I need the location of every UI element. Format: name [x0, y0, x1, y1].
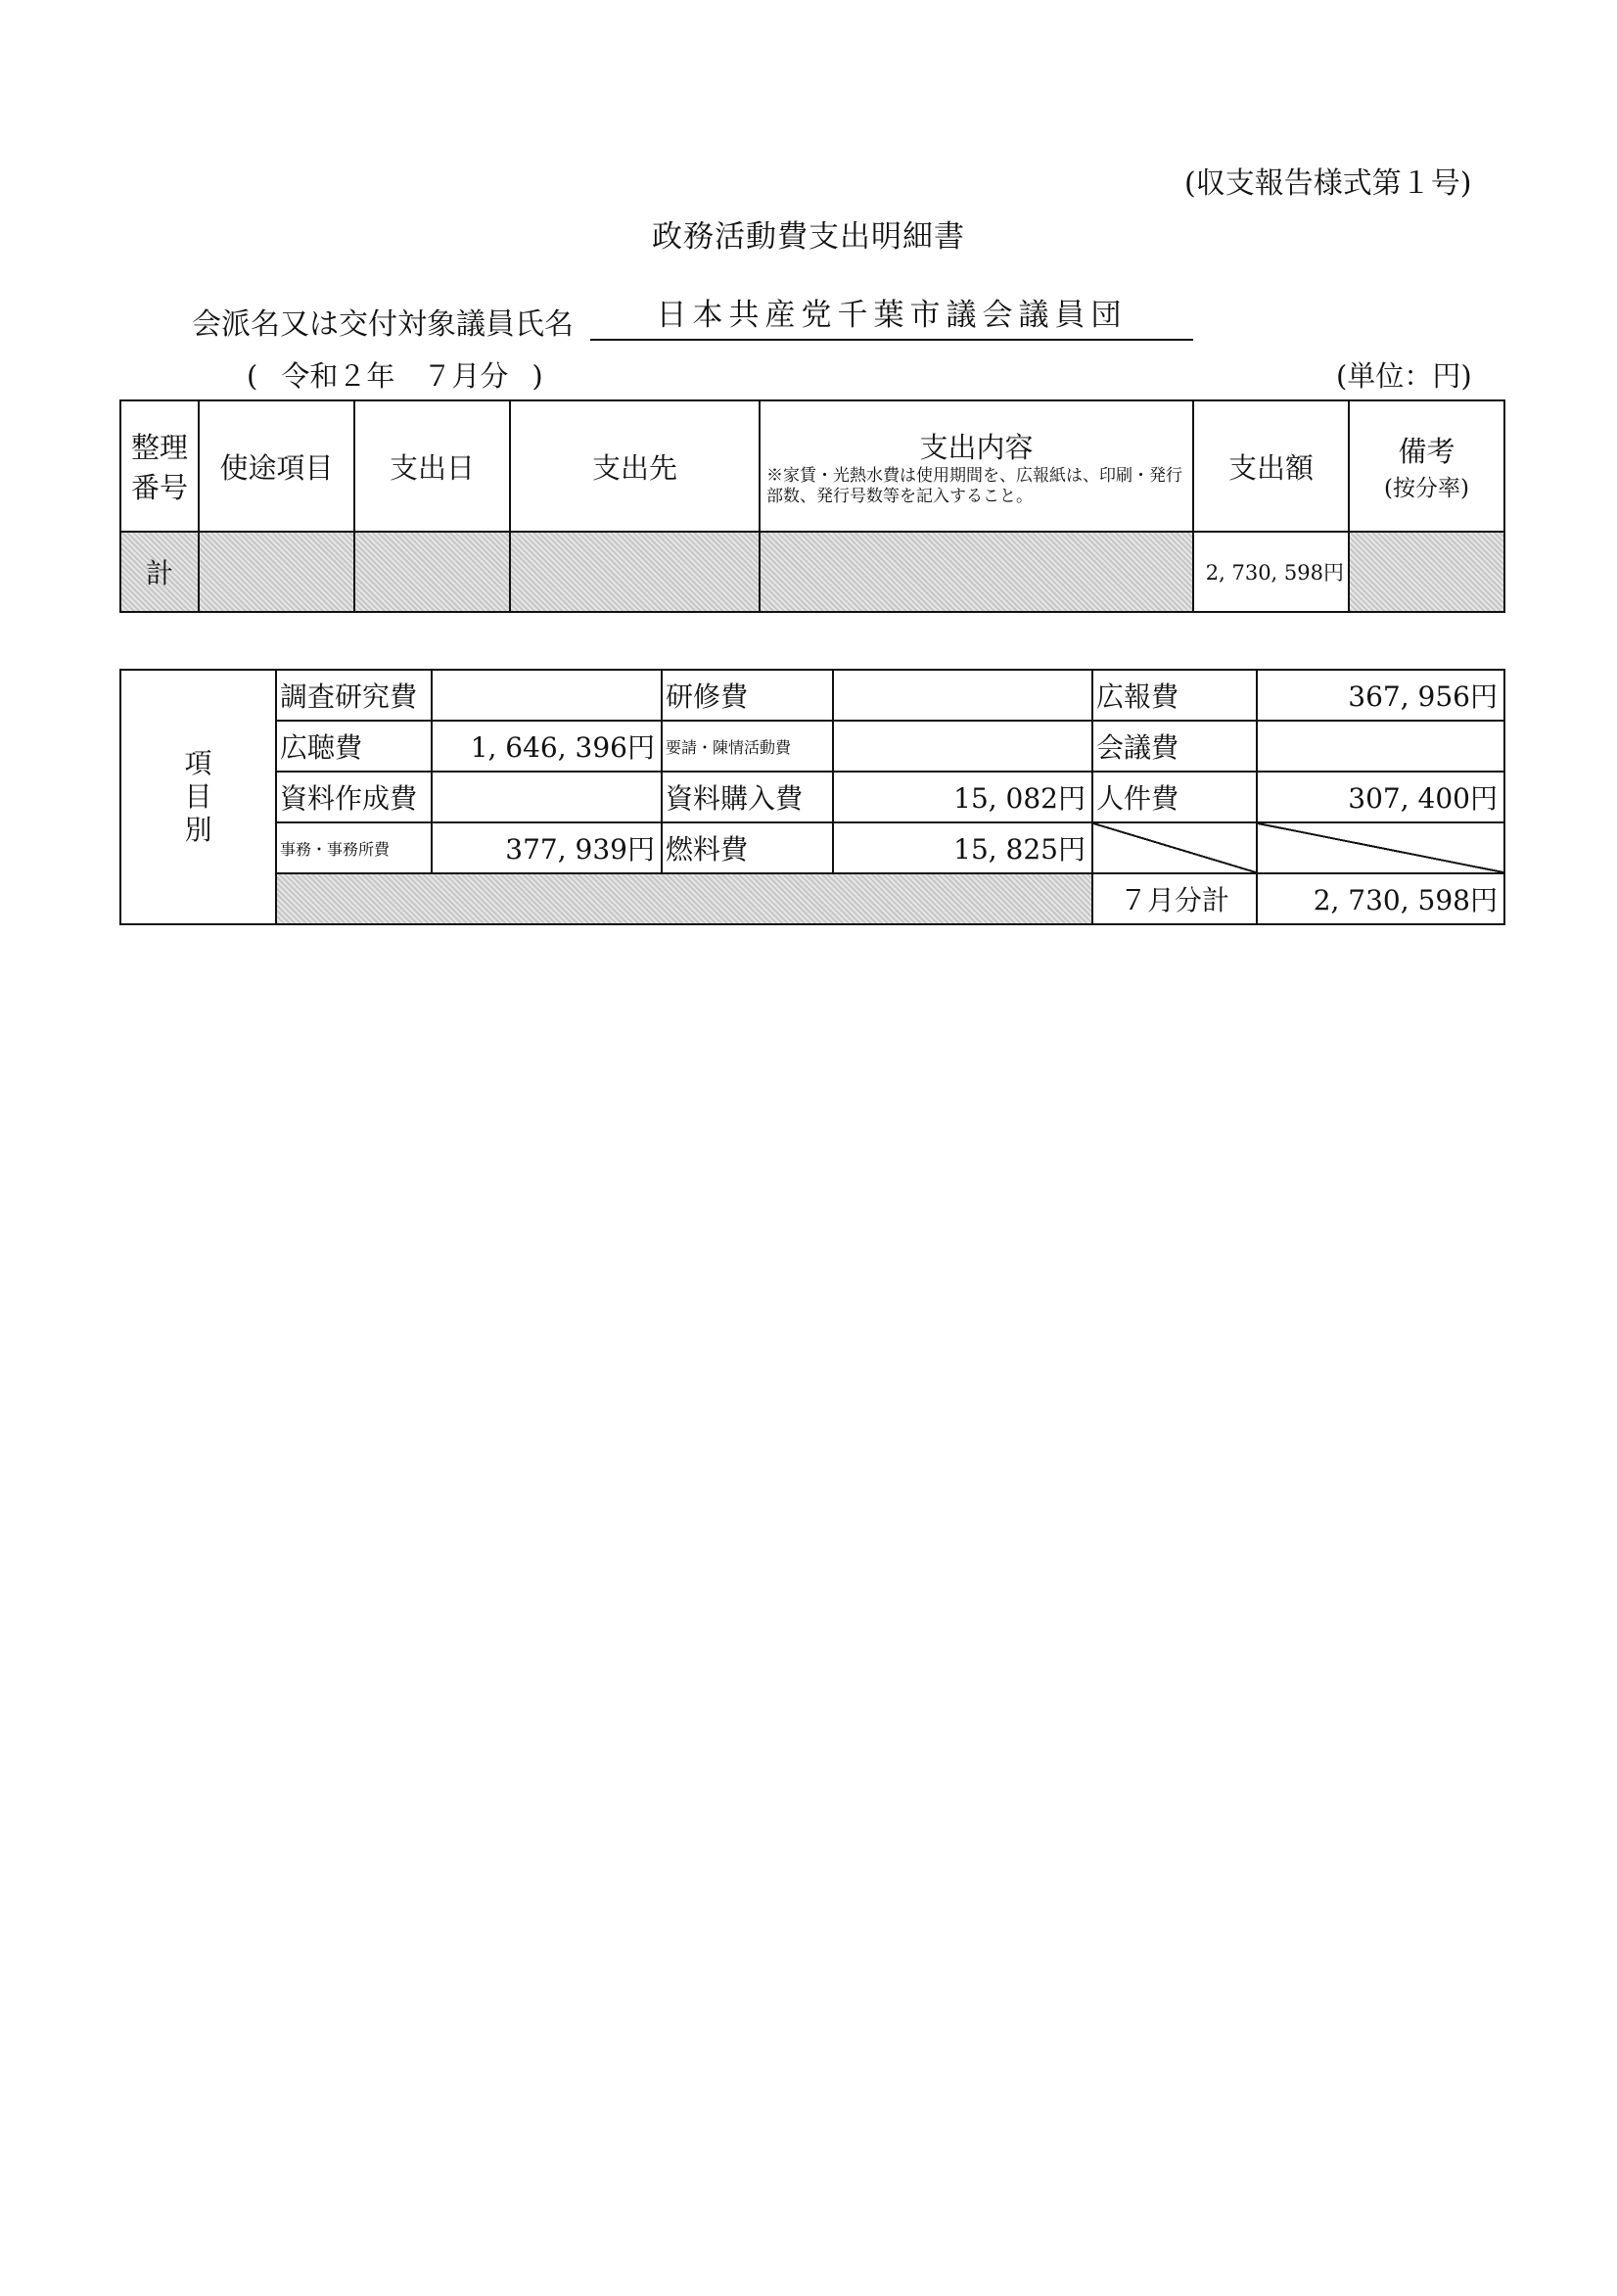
- category-row: [120, 822, 1504, 873]
- period-open-paren: (: [247, 359, 258, 393]
- category-label: 資料購入費: [662, 772, 833, 822]
- period-close-paren: ): [531, 359, 543, 393]
- shaded-cell: [1349, 532, 1504, 612]
- reporting-period: [235, 354, 555, 395]
- category-amount: [1257, 721, 1504, 772]
- diagonal-empty-cell: [1257, 822, 1504, 873]
- category-amount: [432, 670, 662, 721]
- category-amount: 1, 646, 396円: [432, 721, 662, 772]
- detail-total-row: [120, 532, 1504, 612]
- header-purpose: 使途項目: [199, 400, 354, 532]
- total-amount: 2, 730, 598円: [1193, 532, 1349, 612]
- period-text: 令和２年 ７月分: [281, 359, 509, 393]
- category-label: 調査研究費: [276, 670, 432, 721]
- category-label: 燃料費: [662, 822, 833, 873]
- header-number: 整理 番号: [120, 400, 199, 532]
- header-payee: 支出先: [510, 400, 760, 532]
- category-label: 事務・事務所費: [276, 822, 432, 873]
- month-total-row: [120, 873, 1504, 924]
- category-row: [120, 772, 1504, 822]
- header-content-note: ※家賃・光熱水費は使用期間を、広報紙は、印刷・発行部数、発行号数等を記入すること。: [766, 465, 1182, 506]
- shaded-cell: [199, 532, 354, 612]
- category-amount: 15, 082円: [833, 772, 1092, 822]
- diagonal-empty-cell: [1092, 822, 1257, 873]
- category-label: 会議費: [1092, 721, 1257, 772]
- category-amount: 377, 939円: [432, 822, 662, 873]
- category-label: 広報費: [1092, 670, 1257, 721]
- faction-name: 日本共産党千葉市議会議員団: [590, 294, 1193, 341]
- header-amount: 支出額: [1193, 400, 1349, 532]
- month-total-label: ７月分計: [1092, 873, 1257, 924]
- shaded-cell: [760, 532, 1193, 612]
- category-amount: 307, 400円: [1257, 772, 1504, 822]
- category-amount: 15, 825円: [833, 822, 1092, 873]
- expense-detail-table: [119, 399, 1505, 613]
- category-amount: [833, 721, 1092, 772]
- category-label: 人件費: [1092, 772, 1257, 822]
- document-title: 政務活動費支出明細書: [652, 219, 965, 255]
- category-label: 資料作成費: [276, 772, 432, 822]
- header-remarks-sub: (按分率): [1384, 476, 1469, 501]
- category-amount: 367, 956円: [1257, 670, 1504, 721]
- header-content: [760, 400, 1193, 532]
- total-label: 計: [120, 532, 199, 612]
- category-row: [120, 670, 1504, 721]
- category-label: 広聴費: [276, 721, 432, 772]
- header-date: 支出日: [354, 400, 510, 532]
- month-total-amount: 2, 730, 598円: [1257, 873, 1504, 924]
- header-remarks: 備考 (按分率): [1349, 400, 1504, 532]
- faction-label: 会派名又は交付対象議員氏名: [192, 307, 574, 342]
- shaded-cell: [354, 532, 510, 612]
- category-side-label: 項 目 別: [120, 670, 276, 924]
- category-label: 要請・陳情活動費: [662, 721, 833, 772]
- form-number: (収支報告様式第１号): [1184, 166, 1472, 201]
- detail-header-row: [120, 400, 1504, 532]
- header-content-title: 支出内容: [919, 430, 1034, 464]
- category-label: 研修費: [662, 670, 833, 721]
- unit-label: (単位：円): [1336, 359, 1472, 393]
- category-amount: [833, 670, 1092, 721]
- category-summary-table: [119, 669, 1505, 925]
- shaded-cell: [276, 873, 1092, 924]
- category-row: [120, 721, 1504, 772]
- category-amount: [432, 772, 662, 822]
- shaded-cell: [510, 532, 760, 612]
